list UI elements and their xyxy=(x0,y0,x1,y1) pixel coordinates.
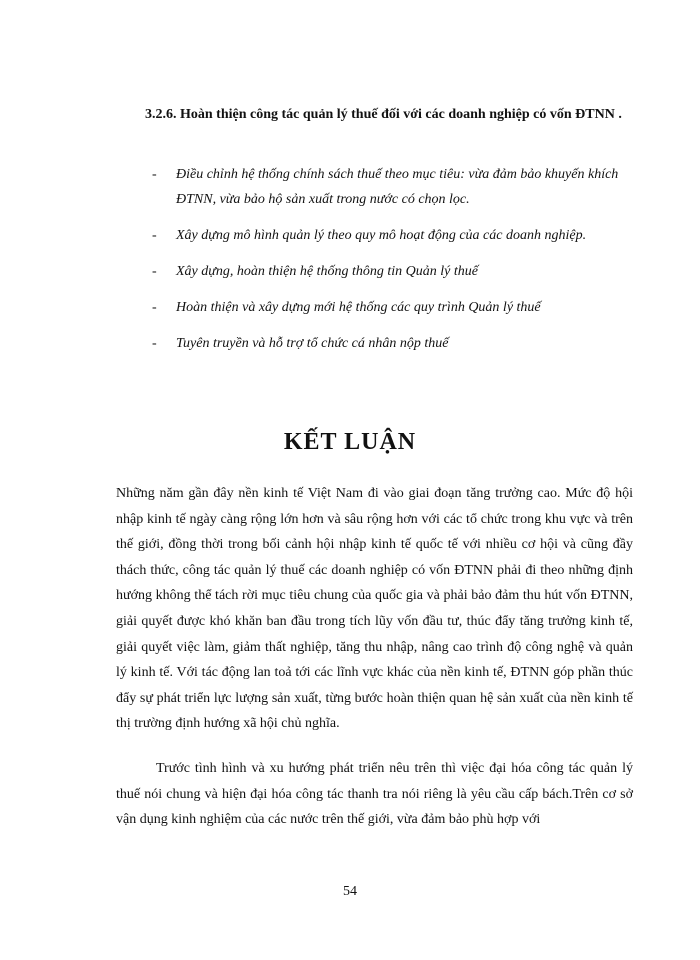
conclusion-title: KẾT LUẬN xyxy=(283,429,417,455)
bullet-list xyxy=(150,162,640,367)
list-item xyxy=(150,331,640,356)
bullet-text: Tuyên truyền và hỗ trợ tổ chức cá nhân nộp thuế xyxy=(176,336,449,351)
bullet-marker: - xyxy=(152,228,157,243)
bullet-marker: - xyxy=(152,336,157,351)
bullet-text: Điều chỉnh hệ thống chính sách thuế theo mục tiêu: vừa đảm bảo khuyến khích ĐTNN, vừa bảo hộ sản xuất trong nước có chọn lọc. xyxy=(176,167,619,207)
bullet-text: Hoàn thiện và xây dựng mới hệ thống các quy trình Quản lý thuế xyxy=(176,300,541,315)
section-heading: 3.2.6. Hoàn thiện công tác quản lý thuế đối với các doanh nghiệp có vốn ĐTNN . xyxy=(145,107,622,122)
list-item xyxy=(150,223,640,248)
bullet-text: Xây dựng, hoàn thiện hệ thống thông tin Quản lý thuế xyxy=(176,264,478,279)
list-item xyxy=(150,162,640,212)
conclusion-paragraph: Những năm gần đây nền kinh tế Việt Nam đi vào giai đoạn tăng trưởng cao. Mức độ hội nhập kinh tế ngày càng rộng lớn hơn và sâu rộng hơn với các tổ chức trong khu vực và trên thế giới, đồng thời trong bối cảnh hội nhập kinh tế quốc tế với nhiều cơ hội và cũng đầy thách thức, công tác quản lý thuế các doanh nghiệp có vốn ĐTNN phải đi theo những định hướng không thể tách rời mục tiêu chung của quốc gia và phải bảo đảm thu hút vốn ĐTNN, giải quyết được khó khăn ban đầu trong tích lũy vốn đầu tư, thúc đẩy tăng trưởng kinh tế, giải quyết việc làm, giảm thất nghiệp, tăng thu nhập, nâng cao trình độ công nghệ và quản lý kinh tế. Với tác động lan toả tới các lĩnh vực khác của nền kinh tế, ĐTNN góp phần thúc đẩy sự phát triển lực lượng sản xuất, từng bước hoàn thiện quan hệ sản xuất của nền kinh tế thị trường định hướng xã hội chủ nghĩa. xyxy=(116,486,633,732)
page-number: 54 xyxy=(343,884,357,899)
bullet-marker: - xyxy=(152,264,157,279)
bullet-marker: - xyxy=(152,300,157,315)
bullet-text: Xây dựng mô hình quản lý theo quy mô hoạt động của các doanh nghiệp. xyxy=(176,228,587,243)
conclusion-paragraph: Trước tình hình và xu hướng phát triển nêu trên thì việc đại hóa công tác quản lý thuế nói chung và hiện đại hóa công tác thanh tra nói riêng là yêu cầu cấp bách.Trên cơ sở vận dụng kinh nghiệm của các nước trên thế giới, vừa đảm bảo phù hợp với xyxy=(116,761,633,828)
list-item xyxy=(150,259,640,284)
bullet-marker: - xyxy=(152,167,157,182)
list-item xyxy=(150,295,640,320)
